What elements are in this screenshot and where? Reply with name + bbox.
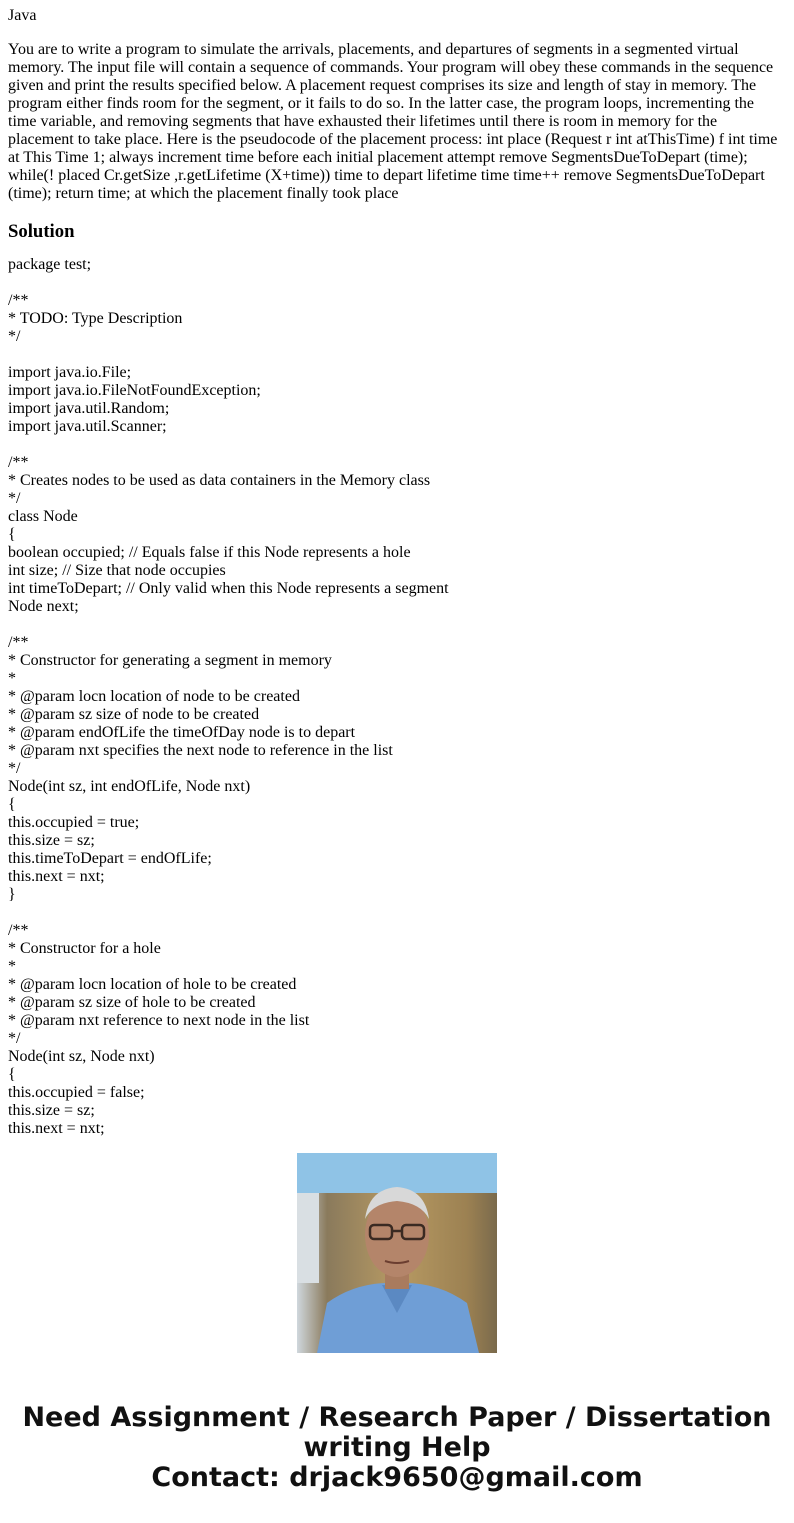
- code-line: * Creates nodes to be used as data containers in the Memory class: [8, 472, 431, 489]
- code-line: /**: [8, 292, 29, 309]
- code-line: class Node: [8, 508, 78, 525]
- code-line: import java.io.File;: [8, 364, 132, 381]
- promo-line-1: Need Assignment / Research Paper / Dissertation: [22, 1402, 772, 1433]
- code-line: */: [8, 328, 21, 345]
- subject-title: Java: [8, 7, 37, 24]
- code-line: *: [8, 958, 16, 975]
- code-line: this.timeToDepart = endOfLife;: [8, 850, 212, 867]
- code-line: * Constructor for generating a segment in memory: [8, 652, 332, 669]
- code-line: {: [8, 796, 16, 813]
- code-line: *: [8, 670, 16, 687]
- portrait-image: [297, 1153, 497, 1353]
- code-line: Node(int sz, Node nxt): [8, 1048, 155, 1065]
- code-line: package test;: [8, 256, 92, 273]
- code-gap: [8, 904, 786, 922]
- code-line: }: [8, 886, 16, 903]
- page: [8, 7, 786, 1138]
- code-line: Node(int sz, int endOfLife, Node nxt): [8, 778, 251, 795]
- code-line: * @param locn location of node to be created: [8, 688, 300, 705]
- code-line: import java.io.FileNotFoundException;: [8, 382, 261, 399]
- code-line: this.occupied = false;: [8, 1084, 145, 1101]
- solution-heading: Solution: [8, 221, 75, 242]
- code-line: this.next = nxt;: [8, 868, 105, 885]
- author-photo: [297, 1153, 497, 1353]
- code-line: * Constructor for a hole: [8, 940, 161, 957]
- code-line: this.size = sz;: [8, 1102, 95, 1119]
- code-line: * @param nxt specifies the next node to reference in the list: [8, 742, 393, 759]
- code-line: */: [8, 760, 21, 777]
- code-line: int size; // Size that node occupies: [8, 562, 226, 579]
- code-gap: [8, 346, 786, 364]
- code-line: int timeToDepart; // Only valid when this Node represents a segment: [8, 580, 449, 597]
- code-line: * @param locn location of hole to be created: [8, 976, 297, 993]
- code-line: */: [8, 1030, 21, 1047]
- promo-line-2: writing Help: [303, 1432, 491, 1463]
- solution-code: [8, 256, 786, 1138]
- code-line: this.size = sz;: [8, 832, 95, 849]
- code-gap: [8, 436, 786, 454]
- code-line: /**: [8, 454, 29, 471]
- promo-banner: [0, 1403, 794, 1493]
- code-line: /**: [8, 922, 29, 939]
- code-line: * TODO: Type Description: [8, 310, 183, 327]
- code-line: {: [8, 1066, 16, 1083]
- code-line: boolean occupied; // Equals false if this Node represents a hole: [8, 544, 411, 561]
- code-line: * @param nxt reference to next node in the list: [8, 1012, 310, 1029]
- code-line: /**: [8, 634, 29, 651]
- code-line: * @param sz size of node to be created: [8, 706, 260, 723]
- code-line: Node next;: [8, 598, 79, 615]
- code-line: this.next = nxt;: [8, 1120, 105, 1137]
- code-gap: [8, 616, 786, 634]
- code-line: import java.util.Random;: [8, 400, 170, 417]
- code-gap: [8, 274, 786, 292]
- code-line: this.occupied = true;: [8, 814, 140, 831]
- question-text: You are to write a program to simulate the arrivals, placements, and departures of segments in a segmented virtual memory. The input file will contain a sequence of commands. Your program will obey these commands in the sequence given and print the results specified below. A placement request comprises its size and length of stay in memory. The program either finds room for the segment, or it fails to do so. In the latter case, the program loops, incrementing the time variable, and removing segments that have exhausted their lifetimes until there is room in memory for the placement to take place. Here is the pseudocode of the placement process: int place (Request r int atThisTime) f int time at This Time 1; always increment time before each initial placement attempt remove SegmentsDueToDepart (time); while(! placed Cr.getSize ,r.getLifetime (X+time)) time to depart lifetime time time++ remove SegmentsDueToDepart (time); return time; at which the placement finally took place: [8, 41, 778, 202]
- code-line: * @param sz size of hole to be created: [8, 994, 256, 1011]
- code-line: * @param endOfLife the timeOfDay node is to depart: [8, 724, 356, 741]
- code-line: {: [8, 526, 16, 543]
- promo-contact: Contact: drjack9650@gmail.com: [151, 1462, 643, 1493]
- code-line: */: [8, 490, 21, 507]
- code-line: import java.util.Scanner;: [8, 418, 167, 435]
